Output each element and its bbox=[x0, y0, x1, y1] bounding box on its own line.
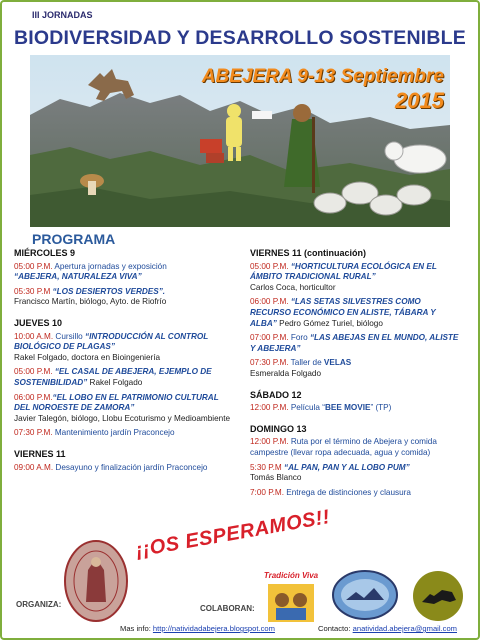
organizer-seal-logo bbox=[64, 540, 128, 622]
event-title: BEE MOVIE bbox=[324, 403, 371, 413]
event-title: “EL LOBO EN EL PATRIMONIO CULTURAL DEL NOROESTE DE ZAMORA” bbox=[14, 392, 219, 413]
event-item bbox=[14, 428, 236, 439]
event-text: Taller de bbox=[288, 358, 324, 368]
event-year: 2015 bbox=[395, 88, 444, 113]
program-heading: PROGRAMA bbox=[32, 231, 116, 247]
event-time: 06:00 P.M. bbox=[14, 392, 53, 402]
association-logo bbox=[332, 570, 398, 620]
event-item bbox=[14, 463, 236, 474]
event-text: Ruta por el término de Abejera y comida campestre (llevar ropa adecuada, agua y comida) bbox=[250, 437, 437, 457]
event-time: 05:30 P.M bbox=[14, 286, 51, 296]
wolf-logo bbox=[412, 570, 464, 622]
event-item bbox=[14, 287, 236, 308]
event-time: 05:00 P.M. bbox=[14, 261, 53, 271]
event-item bbox=[250, 358, 460, 379]
day-heading-domingo: DOMINGO 13 bbox=[250, 423, 307, 434]
event-title: “ABEJERA, NATURALEZA VIVA” bbox=[14, 272, 142, 282]
event-item bbox=[14, 367, 236, 388]
event-text: Apertura jornadas y exposición bbox=[52, 261, 167, 271]
event-speaker: Rakel Folgado, doctora en Bioingeniería bbox=[14, 352, 161, 362]
tradicion-viva-logo bbox=[262, 568, 320, 624]
event-item bbox=[14, 332, 236, 364]
event-time: 10:00 A.M. bbox=[14, 331, 54, 341]
event-title: “INTRODUCCIÓN AL CONTROL BIOLÓGICO DE PLAGAS” bbox=[14, 331, 209, 352]
event-text: Cursillo bbox=[53, 331, 86, 341]
event-item bbox=[250, 488, 460, 499]
day-heading-viernes: VIERNES 11 bbox=[14, 448, 66, 459]
event-title: “LOS DESIERTOS VERDES”. bbox=[50, 286, 166, 296]
event-text-tail: ” (TP) bbox=[370, 403, 392, 413]
contact-label: Contacto: bbox=[318, 624, 353, 633]
event-title: VELAS bbox=[323, 358, 352, 368]
event-title: “EL CASAL DE ABEJERA, EJEMPLO DE SOSTENIBILIDAD” bbox=[14, 367, 212, 387]
event-speaker: Esmeralda Folgado bbox=[250, 368, 321, 378]
event-time: 05:00 P.M. bbox=[14, 367, 53, 377]
event-item bbox=[250, 262, 460, 294]
hero-headline bbox=[202, 65, 444, 113]
blog-link[interactable]: http://natividadabejera.blogspot.com bbox=[152, 624, 275, 633]
event-title: “AL PAN, PAN Y AL LOBO PUM” bbox=[281, 462, 410, 472]
event-time: 06:00 P.M. bbox=[250, 297, 289, 307]
program-left-column bbox=[14, 248, 236, 477]
event-text: Entrega de distinciones y clausura bbox=[283, 487, 411, 497]
event-item bbox=[250, 297, 460, 329]
contact-info bbox=[318, 624, 457, 633]
event-time: 09:00 A.M. bbox=[14, 462, 54, 472]
more-info-label: Mas info: bbox=[120, 624, 153, 633]
day-heading-sabado: SÁBADO 12 bbox=[250, 389, 302, 400]
program-right-column bbox=[250, 248, 460, 502]
event-speaker: Javier Talegón, biólogo, Llobu Ecoturismo y Medioambiente bbox=[14, 413, 231, 423]
event-speaker: Carlos Coca, horticultor bbox=[250, 282, 336, 292]
more-info bbox=[120, 624, 275, 633]
day-heading-miercoles: MIÉRCOLES 9 bbox=[14, 248, 76, 258]
event-speaker: Francisco Martín, biólogo, Ayto. de Riofrío bbox=[14, 297, 167, 307]
event-item bbox=[250, 333, 460, 354]
event-time: 07:00 P.M. bbox=[250, 333, 289, 343]
event-time: 05:00 P.M. bbox=[250, 261, 289, 271]
event-item bbox=[250, 403, 460, 414]
event-time: 12:00 P.M. bbox=[250, 437, 289, 447]
event-time: 7:00 P.M. bbox=[250, 487, 284, 497]
event-time: 5:30 P.M bbox=[250, 462, 282, 472]
event-title: “LAS SETAS SILVESTRES COMO RECURSO ECONÓMICO EN ALISTE, TÁBARA Y ALBA” bbox=[250, 297, 436, 328]
poster-title: BIODIVERSIDAD Y DESARROLLO SOSTENIBLE bbox=[14, 27, 466, 49]
event-item bbox=[14, 262, 236, 283]
event-speaker: Tomás Blanco bbox=[250, 473, 302, 483]
event-time: 07:30 P.M. bbox=[14, 428, 53, 438]
day-heading-viernes-cont: VIERNES 11 (continuación) bbox=[250, 248, 367, 258]
event-title: “HORTICULTURA ECOLÓGICA EN EL ÁMBITO TRADICIONAL RURAL” bbox=[250, 261, 437, 282]
shout-banner: ¡¡OS ESPERAMOS!! bbox=[134, 505, 332, 562]
hero-image bbox=[30, 55, 450, 227]
event-time: 12:00 P.M. bbox=[250, 403, 289, 413]
event-item bbox=[250, 463, 460, 484]
event-speaker: Rakel Folgado bbox=[87, 377, 143, 387]
organiza-label: ORGANIZA: bbox=[16, 600, 62, 609]
event-text: Película “ bbox=[288, 403, 325, 413]
day-heading-jueves: JUEVES 10 bbox=[14, 317, 63, 328]
tradicion-viva-text: Tradición Viva bbox=[263, 571, 319, 580]
event-item bbox=[250, 437, 460, 458]
event-speaker: Pedro Gómez Turiel, biólogo bbox=[276, 318, 383, 328]
event-time: 07:30 P.M. bbox=[250, 358, 289, 368]
event-item bbox=[14, 393, 236, 425]
contact-email-link[interactable]: anatividad.abejera@gmail.com bbox=[352, 624, 457, 633]
event-title: “LAS ABEJAS EN EL MUNDO, ALISTE Y ABEJERA” bbox=[250, 333, 459, 353]
event-text: Foro bbox=[288, 333, 310, 343]
edition-label: III JORNADAS bbox=[32, 10, 93, 20]
event-text: Desayuno y finalización jardín Praconcejo bbox=[53, 462, 208, 472]
event-text: Mantenimiento jardín Praconcejo bbox=[52, 428, 175, 438]
place-dates: ABEJERA 9-13 Septiembre bbox=[201, 66, 444, 87]
colaboran-label: COLABORAN: bbox=[200, 604, 255, 613]
